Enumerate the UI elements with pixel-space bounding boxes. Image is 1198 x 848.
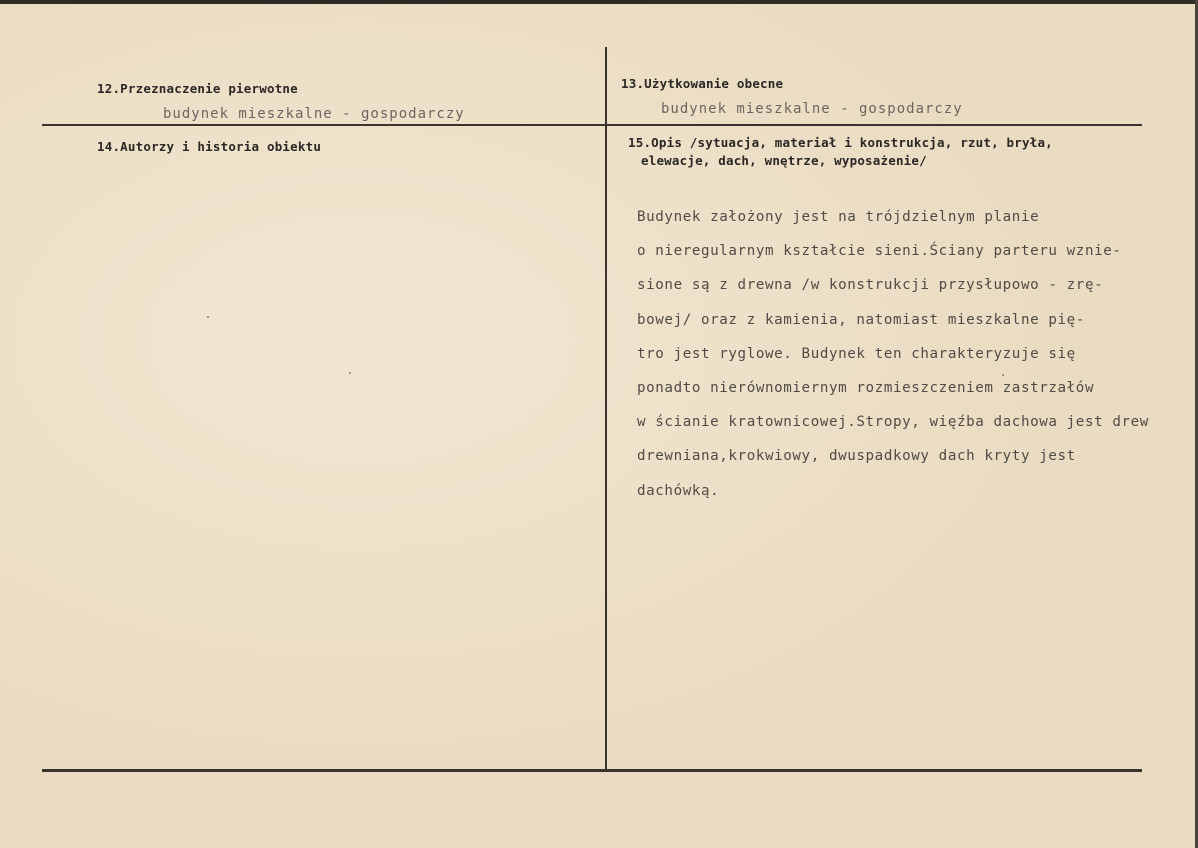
horizontal-rule-top (42, 124, 1142, 126)
paper-speck (207, 316, 209, 318)
field-15-label-line-1: 15.Opis /sytuacja, materiał i konstrukcja, rzut, bryła, (628, 135, 1053, 150)
card-top-edge (0, 0, 1198, 4)
description-line: w ścianie kratownicowej.Stropy, więźba dachowa jest drew (637, 414, 1149, 431)
description-line: drewniana,krokwiowy, dwuspadkowy dach kryty jest (637, 448, 1076, 465)
field-15-description (637, 200, 1197, 508)
description-line: bowej/ oraz z kamienia, natomiast mieszkalne pię- (637, 311, 1085, 328)
description-line: tro jest ryglowe. Budynek ten charakteryzuje się (637, 345, 1076, 362)
field-15-label-line-2: elewacje, dach, wnętrze, wyposażenie/ (641, 153, 927, 168)
field-13-label: 13.Użytkowanie obecne (621, 76, 784, 91)
paper-speck (1002, 374, 1004, 376)
field-14-label: 14.Autorzy i historia obiektu (97, 139, 322, 154)
description-line: ponadto nierównomiernym rozmieszczeniem zastrzałów (637, 379, 1095, 396)
description-line: Budynek założony jest na trójdzielnym planie (637, 209, 1040, 225)
horizontal-rule-bottom (42, 769, 1142, 772)
field-12-value: budynek mieszkalne - gospodarczy (163, 106, 465, 122)
field-13-value: budynek mieszkalne - gospodarczy (661, 101, 963, 117)
description-line: dachówką. (637, 482, 720, 499)
vertical-divider (605, 47, 607, 772)
paper-speck (349, 372, 351, 374)
description-line: o nieregularnym kształcie sieni.Ściany parteru wznie- (637, 243, 1122, 260)
description-line: sione są z drewna /w konstrukcji przysłupowo - zrę- (637, 277, 1104, 294)
field-12-label: 12.Przeznaczenie pierwotne (97, 81, 298, 96)
